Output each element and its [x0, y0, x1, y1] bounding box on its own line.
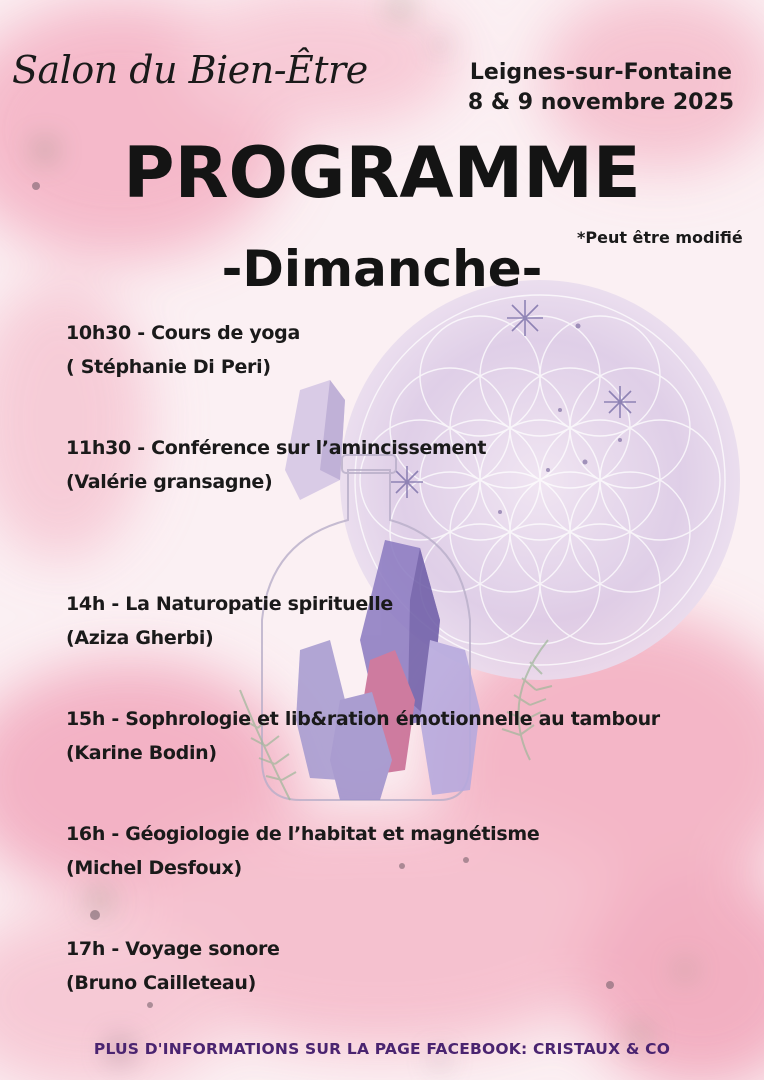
day-title: -Dimanche-: [221, 240, 543, 298]
modification-note: *Peut être modifié: [577, 228, 743, 247]
schedule-item: [66, 817, 539, 885]
schedule-item: [66, 431, 486, 499]
schedule-item-speaker: (Karine Bodin): [66, 742, 217, 764]
schedule-item: [66, 702, 660, 770]
schedule-item-speaker: ( Stéphanie Di Peri): [66, 356, 271, 378]
schedule-item: [66, 587, 393, 655]
facebook-info-footer: PLUS D'INFORMATIONS SUR LA PAGE FACEBOOK: CRISTAUX & CO: [93, 1040, 671, 1058]
schedule-item-speaker: (Bruno Cailleteau): [66, 972, 257, 994]
schedule-item-speaker: (Valérie gransagne): [66, 471, 273, 493]
schedule-item: [66, 932, 280, 1000]
schedule-item: [66, 316, 300, 384]
event-date: 8 & 9 novembre 2025: [467, 90, 735, 115]
schedule-item-title: 17h - Voyage sonore: [66, 938, 280, 960]
event-location: Leignes-sur-Fontaine: [469, 60, 733, 85]
schedule-item-title: 10h30 - Cours de yoga: [66, 322, 301, 344]
schedule-item-title: 14h - La Naturopatie spirituelle: [66, 593, 394, 615]
schedule-item-title: 16h - Géogiologie de l’habitat et magnétisme: [66, 823, 540, 845]
schedule-item-title: 15h - Sophrologie et lib&ration émotionnelle au tambour: [66, 708, 660, 730]
schedule-item-speaker: (Michel Desfoux): [66, 857, 242, 879]
schedule-item-title: 11h30 - Conférence sur l’amincissement: [66, 437, 487, 459]
event-location-date: [466, 58, 736, 118]
schedule-item-speaker: (Aziza Gherbi): [66, 627, 214, 649]
salon-title: Salon du Bien-Être: [12, 48, 368, 92]
programme-title: PROGRAMME: [123, 132, 641, 214]
